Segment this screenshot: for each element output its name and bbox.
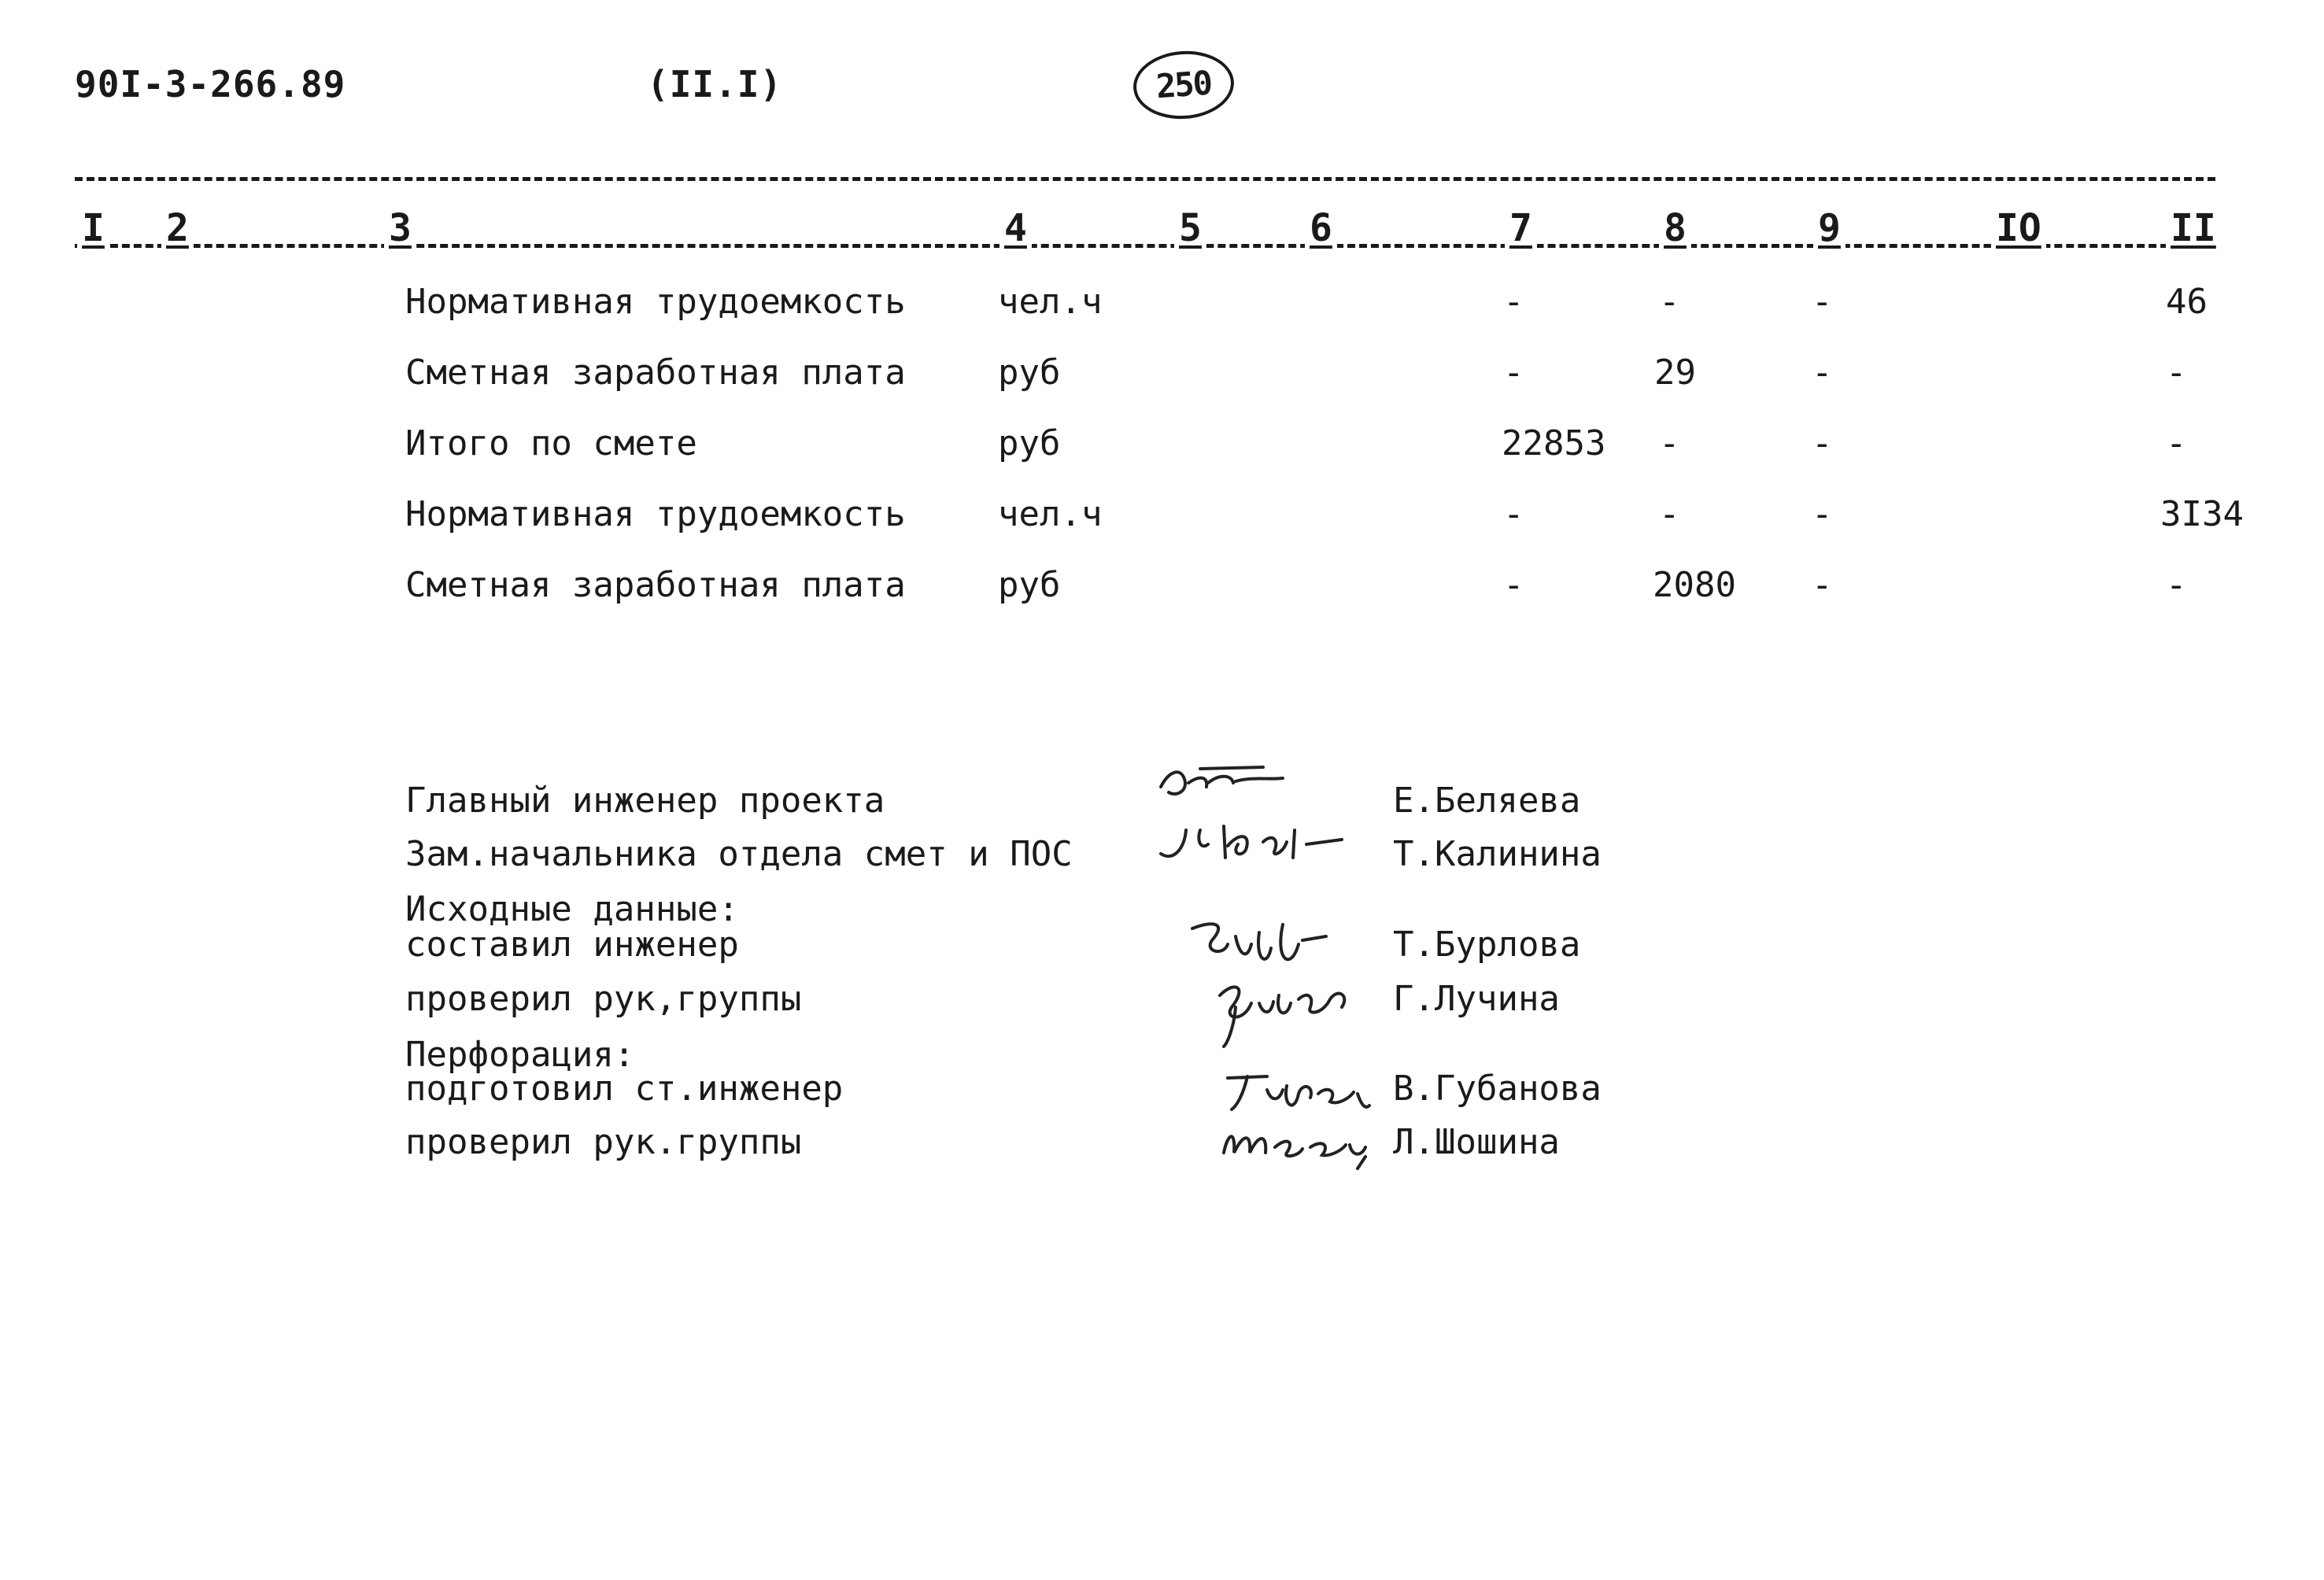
section-code: (II.I) [647,63,783,105]
row-unit: чел.ч [998,494,1103,534]
cell-col8: 2080 [1653,565,1736,605]
column-number: II [2166,206,2221,250]
cell-col11: - [2166,423,2187,463]
column-number: 6 [1305,206,1337,250]
row-unit: руб [998,565,1061,605]
signature-name: Т.Бурлова [1393,925,1581,965]
dashed-rule-top [75,177,2215,181]
cell-col9: - [1812,565,1833,605]
cell-col11: - [2166,353,2187,393]
signature-name: Е.Беляева [1393,781,1581,821]
page-number-stamp: 250 [1131,48,1236,123]
cell-col9: - [1812,282,1833,322]
column-number: 7 [1505,206,1537,250]
doc-code: 90I-3-266.89 [75,63,346,105]
column-number: 8 [1659,206,1691,250]
cell-col11: 46 [2166,282,2208,322]
cell-col8: - [1659,494,1680,534]
signature-section-heading: Перфорация: [405,1035,635,1075]
signature-name: Г.Лучина [1393,979,1560,1019]
signature-name: Л.Шошина [1393,1122,1560,1162]
signature-section-heading: Исходные данные: [405,889,739,929]
column-number: 9 [1813,206,1846,250]
cell-col8: - [1659,282,1680,322]
row-unit: руб [998,353,1061,393]
cell-col11: 3I34 [2160,494,2244,534]
row-label: Нормативная трудоемкость [405,282,906,322]
signature-role: проверил рук,группы [405,979,802,1019]
column-number: I [77,206,109,250]
signature-role: Главный инженер проекта [405,781,885,821]
signature-role: подготовил ст.инженер [405,1069,844,1109]
handwritten-signature [1204,972,1362,1050]
row-unit: руб [998,423,1061,463]
cell-col9: - [1812,353,1833,393]
row-label: Итого по смете [405,423,697,463]
handwritten-signature [1220,1062,1377,1117]
cell-col8: 29 [1654,353,1696,393]
cell-col11: - [2166,565,2187,605]
column-number: 5 [1174,206,1206,250]
column-number: 2 [161,206,194,250]
handwritten-signature [1145,759,1302,807]
signature-role: проверил рук.группы [405,1122,802,1162]
handwritten-signature [1180,913,1338,976]
signature-name: В.Губанова [1393,1069,1602,1109]
cell-col7: 22853 [1502,423,1606,463]
cell-col9: - [1812,423,1833,463]
cell-col7: - [1503,565,1524,605]
row-label: Нормативная трудоемкость [405,494,906,534]
column-number: 4 [999,206,1032,250]
cell-col7: - [1503,494,1524,534]
column-number: IO [1991,206,2046,250]
cell-col9: - [1812,494,1833,534]
cell-col7: - [1503,282,1524,322]
cell-col7: - [1503,353,1524,393]
cell-col8: - [1659,423,1680,463]
row-unit: чел.ч [998,282,1103,322]
signature-role: Зам.начальника отдела смет и ПОС [405,834,1073,874]
row-label: Сметная заработная плата [405,565,906,605]
signature-name: Т.Калинина [1393,834,1602,874]
handwritten-signature [1212,1117,1385,1172]
handwritten-signature [1153,814,1358,869]
column-number: 3 [384,206,416,250]
signature-role: составил инженер [405,925,739,965]
row-label: Сметная заработная плата [405,353,906,393]
